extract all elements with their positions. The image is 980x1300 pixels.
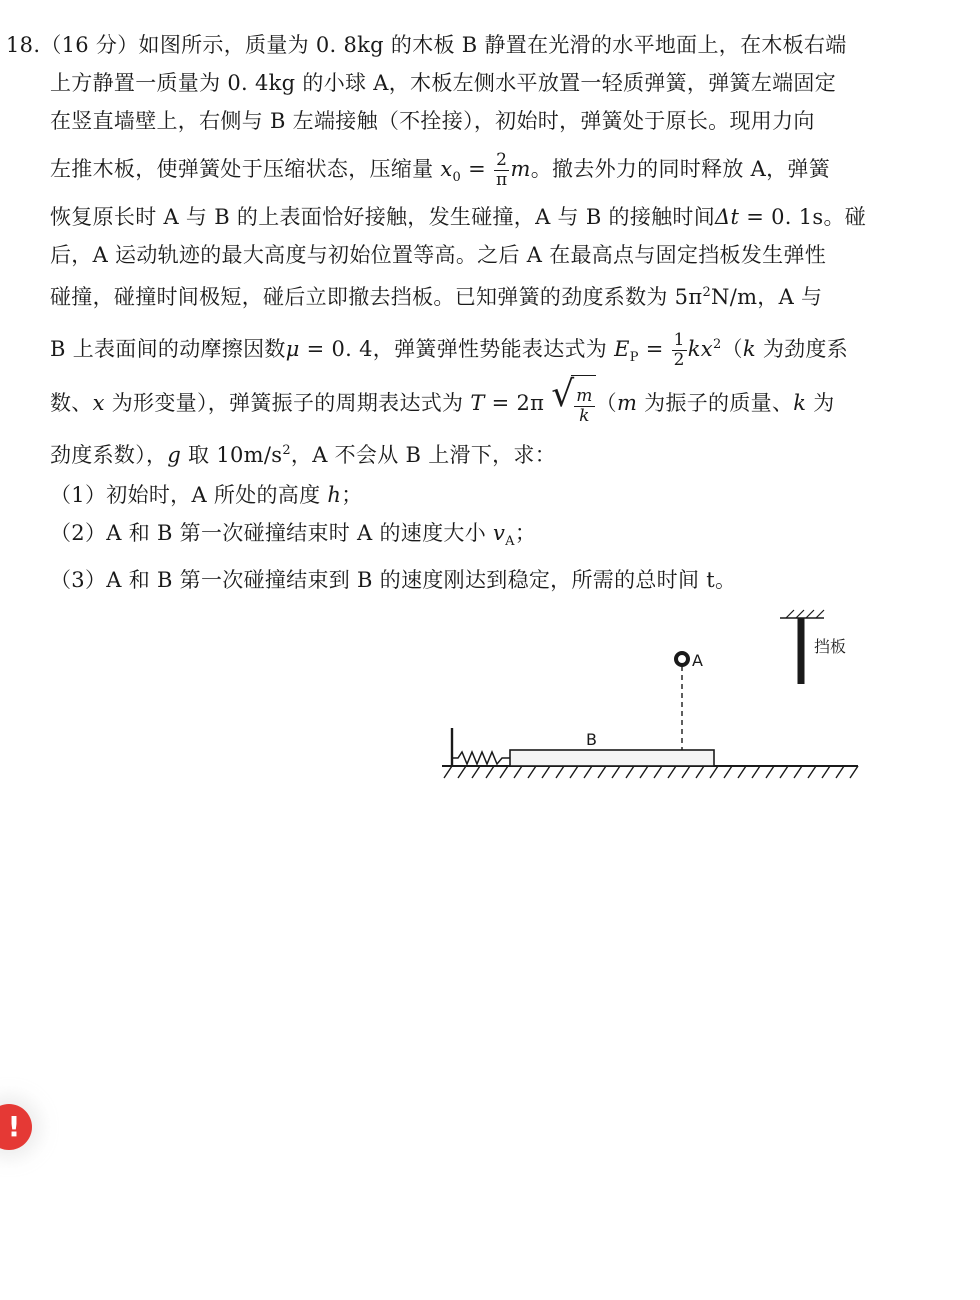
frac-num: m — [576, 386, 593, 406]
ground-hatching — [444, 766, 858, 778]
unit-m: m — [510, 157, 531, 181]
line5-text: 恢复原长时 A 与 B 的上表面恰好接触，发生碰撞，A 与 B 的接触时间 — [50, 205, 716, 229]
spring — [452, 752, 510, 764]
problem-line-6: 后，A 运动轨迹的最大高度与初始位置等高。之后 A 在最高点与固定挡板发生弹性 — [50, 243, 827, 267]
problem-number: 18. — [6, 33, 41, 57]
var-g: g — [167, 443, 182, 467]
problem-line-2: 上方静置一质量为 0. 4kg 的小球 A，木板左侧水平放置一轻质弹簧，弹簧左端固定 — [50, 71, 837, 95]
line9-post: 为振子的质量、 — [637, 391, 794, 415]
var-k: k — [793, 391, 807, 415]
var-v: v — [492, 521, 506, 545]
problem-score: （16 分） — [40, 33, 139, 57]
label-b: B — [586, 730, 597, 749]
sub-0: 0 — [452, 170, 462, 186]
problem-line-4 — [6, 140, 866, 198]
question-2 — [6, 514, 866, 561]
line10-mid: 取 10m/s — [181, 443, 283, 467]
alert-icon: ! — [7, 1110, 21, 1143]
alert-badge[interactable] — [0, 1104, 32, 1150]
line7-post: N/m，A 与 — [711, 285, 823, 309]
line8-mid: = 0. 4，弹簧弹性势能表达式为 — [299, 337, 615, 361]
line9-text: 数、 — [50, 391, 93, 415]
var-dt: Δt — [715, 205, 740, 229]
var-mu: μ — [285, 337, 300, 361]
diagram-svg — [430, 600, 870, 790]
equals: = — [638, 337, 664, 361]
var-m: m — [616, 391, 638, 415]
radical-sign: √ — [551, 374, 575, 415]
sub-questions — [6, 476, 866, 599]
problem-line-8 — [6, 316, 866, 374]
problem-line-1 — [6, 26, 866, 64]
problem-text-line-1: 如图所示，质量为 0. 8kg 的木板 B 静置在光滑的水平地面上，在木板右端 — [138, 33, 847, 57]
physics-diagram — [430, 600, 870, 794]
var-x: x — [92, 391, 105, 415]
label-baffle: 挡板 — [814, 637, 847, 656]
line4-text: 左推木板，使弹簧处于压缩状态，压缩量 — [50, 157, 434, 181]
problem-line-7 — [6, 274, 866, 316]
sup-2: 2 — [702, 285, 712, 300]
problem-line-3: 在竖直墙壁上，右侧与 B 左端接触（不拴接），初始时，弹簧处于原长。现用力向 — [50, 109, 815, 133]
question-1 — [6, 476, 866, 514]
sup-2: 2 — [712, 337, 722, 352]
line4-post: 。撤去外力的同时释放 A，弹簧 — [530, 157, 831, 181]
frac-den: π — [495, 170, 508, 190]
sup-2: 2 — [282, 443, 291, 458]
line7-text: 碰撞，碰撞时间极短，碰后立即撤去挡板。已知弹簧的劲度系数为 5π — [50, 285, 703, 309]
board-b — [510, 750, 714, 766]
equals-2pi: = 2π — [484, 391, 545, 415]
sub-A: A — [505, 534, 515, 550]
frac-num: 2 — [494, 151, 509, 171]
var-T: T — [470, 391, 485, 415]
q1-text: （1）初始时，A 所处的高度 — [50, 483, 328, 507]
line8-text: B 上表面间的动摩擦因数 — [50, 337, 286, 361]
frac-den: k — [579, 406, 590, 426]
var-h: h — [327, 483, 342, 507]
line9-mid: 为形变量），弹簧振子的周期表达式为 — [104, 391, 471, 415]
problem-text — [6, 26, 866, 599]
var-k: k — [742, 337, 756, 361]
line9-end: 为 — [806, 391, 835, 415]
line10-post: ，A 不会从 B 上滑下，求： — [290, 443, 557, 467]
frac-den: 2 — [673, 350, 685, 370]
fraction-1-over-2 — [672, 331, 687, 370]
problem-line-5 — [6, 198, 866, 236]
ceiling-hatching — [786, 610, 824, 618]
sqrt-m-over-k — [551, 375, 595, 434]
var-kx: kx — [687, 337, 713, 361]
sqrt-content — [571, 375, 595, 434]
line5-post: = 0. 1s。碰 — [739, 205, 867, 229]
sub-P: P — [629, 350, 639, 366]
q2-end: ； — [514, 521, 537, 545]
ball-a — [676, 653, 688, 665]
fraction-2-over-pi — [494, 151, 509, 190]
q1-end: ； — [341, 483, 363, 507]
frac-num: 1 — [673, 330, 685, 350]
paren: （ — [595, 391, 617, 415]
problem-line-10 — [6, 432, 866, 474]
var-E: E — [614, 337, 630, 361]
var-x0: x — [440, 157, 453, 181]
line10-text: 劲度系数）， — [50, 443, 168, 467]
question-3: （3）A 和 B 第一次碰撞结束到 B 的速度刚达到稳定，所需的总时间 t。 — [50, 568, 737, 593]
q2-text: （2）A 和 B 第一次碰撞结束时 A 的速度大小 — [50, 521, 493, 545]
equals: = — [461, 157, 486, 181]
label-a: A — [692, 651, 703, 670]
paren: （ — [721, 337, 743, 361]
line8-post: 为劲度系 — [755, 337, 849, 361]
fraction-m-over-k — [574, 387, 594, 426]
problem-line-9 — [6, 374, 866, 432]
